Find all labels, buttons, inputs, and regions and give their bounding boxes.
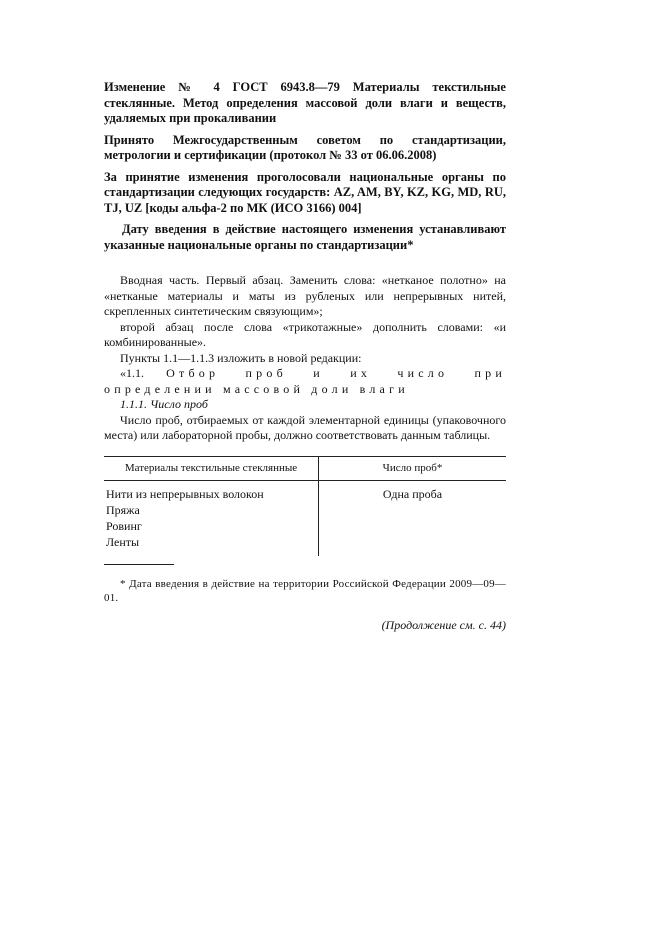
material-item: Ленты <box>106 534 140 549</box>
document-page <box>104 80 506 633</box>
paragraph-intro: Вводная часть. Первый абзац. Заменить слова: «нетканое полотно» на «нетканые материалы и маты из рубленых или непрерывных нитей, скрепленных синтетическим связующим»; <box>104 273 506 318</box>
table-cell-count: Одна проба <box>382 486 443 501</box>
material-item: Ровинг <box>106 518 142 533</box>
section-heading-1-1 <box>104 366 506 397</box>
table-row <box>104 480 506 556</box>
spacer <box>104 259 506 273</box>
table-header-row <box>104 456 506 480</box>
continuation-note: (Продолжение см. с. 44) <box>381 617 506 632</box>
table-cell-materials <box>104 480 319 556</box>
table-header-materials: Материалы текстильные стеклянные <box>104 456 319 480</box>
section-heading-spaced: Отбор проб и их число при определении массовой доли влаги <box>104 366 506 396</box>
document-title: Изменение № 4 ГОСТ 6943.8—79 Материалы текстильные стеклянные. Метод определения массовой доли влаги и веществ, удаляемых при прокаливании <box>104 80 506 125</box>
material-item: Нити из непрерывных волокон <box>106 486 264 501</box>
effective-date-note: Дату введения в действие настоящего изменения устанавливают указанные национальные органы по стандартизации* <box>104 222 506 252</box>
paragraph-sample-count: Число проб, отбираемых от каждой элементарной единицы (упаковочного места) или лабораторной пробы, должно соответствовать данным таблицы. <box>104 412 506 442</box>
section-number: «1.1. <box>120 366 167 380</box>
material-item: Пряжа <box>106 502 140 517</box>
samples-table <box>104 456 506 556</box>
adoption-note: Принято Межгосударственным советом по стандартизации, метрологии и сертификации (протокол № 33 от 06.06.2008) <box>104 132 506 162</box>
paragraph-second: второй абзац после слова «трикотажные» дополнить словами: «и комбинированные». <box>104 319 506 349</box>
paragraph-items: Пункты 1.1—1.1.3 изложить в новой редакции: <box>120 350 362 365</box>
voting-note: За принятие изменения проголосовали национальные органы по стандартизации следующих государств: AZ, AM, BY, KZ, KG, MD, RU, TJ, UZ [коды альфа-2 по МК (ИСО 3166) 004] <box>104 169 506 215</box>
footnote: * Дата введения в действие на территории Российской Федерации 2009—09—01. <box>104 577 506 604</box>
table-header-count: Число проб* <box>319 456 507 480</box>
subsection-heading-1-1-1: 1.1.1. Число проб <box>120 397 208 411</box>
footnote-divider <box>104 564 174 565</box>
